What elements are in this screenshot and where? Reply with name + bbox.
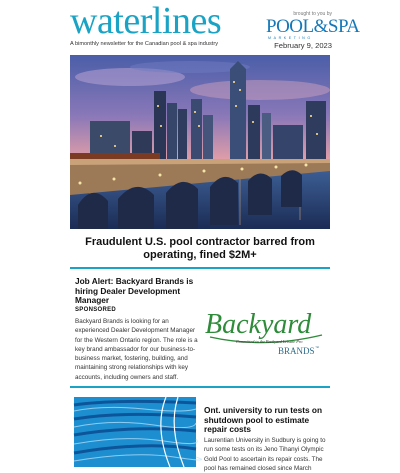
divider [70, 267, 330, 269]
backyard-logo-name: Backyard [205, 309, 312, 340]
hero-image[interactable] [70, 55, 330, 229]
partner-logo-sub: MARKETING [268, 36, 313, 40]
backyard-logo-brands: BRANDS [278, 346, 315, 356]
pool-spa-marketing-logo[interactable] [266, 16, 360, 40]
backyard-brands-logo[interactable] [200, 297, 328, 373]
lead-headline[interactable]: Fraudulent U.S. pool contractor barred from operating, fined $2M+ [85, 236, 315, 261]
issue-date: February 9, 2023 [274, 41, 332, 50]
partner-logo-text: POOL&SPA [266, 16, 360, 37]
backyard-logo-tm: ™ [315, 345, 319, 350]
article-body: Laurentian University in Sudbury is going to run some tests on its Jeno Tihanyi Olympic Gold Pool to ascertain its repair costs. The pool has remained closed since March [204, 437, 326, 472]
article-title[interactable]: Ont. university to run tests on shutdown pool to estimate repair costs [204, 405, 323, 435]
article-image[interactable] [74, 397, 196, 467]
divider [70, 386, 330, 388]
city-bridge-skyline-photo [70, 55, 330, 229]
waterlines-logo[interactable]: waterlines [70, 0, 222, 42]
brought-by-label: brought to you by [293, 11, 332, 17]
article-title[interactable]: Job Alert: Backyard Brands is hiring Dealer Development Manager [75, 276, 194, 306]
sponsored-label: SPONSORED [75, 307, 117, 313]
masthead [70, 0, 360, 52]
tagline: A bimonthly newsletter for the Canadian pool & spa industry [70, 41, 219, 47]
article-body: Backyard Brands is looking for an experienced Dealer Development Manager for the Western Ontario region. The role is a key brand ambassador for our business-to-business market, fostering, building, and maintaining strong relationships with key accounts, including owners and staff. [75, 318, 198, 381]
swimming-pool-lanes-photo [74, 397, 196, 467]
backyard-logo-tagline: Committed to the Backyard Leisure Pro [236, 339, 303, 344]
